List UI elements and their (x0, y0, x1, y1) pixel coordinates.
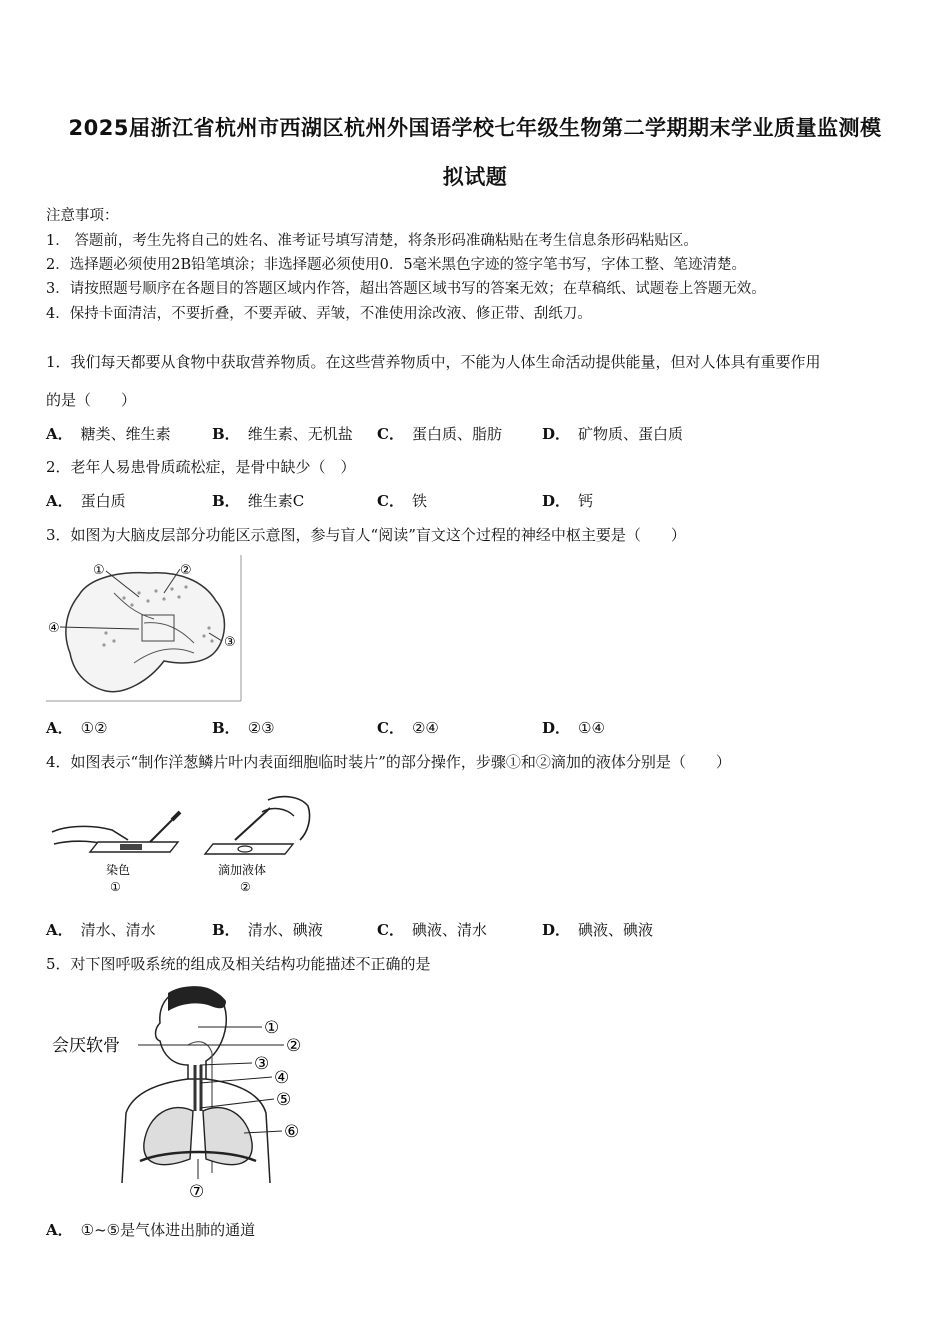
notice-heading: 注意事项： (46, 208, 119, 224)
q1-option-c[interactable]: C． 蛋白质、脂肪 (377, 425, 502, 443)
q3-option-b[interactable]: B． ②③ (212, 719, 275, 737)
respiratory-figure (48, 983, 318, 1203)
q4-option-b[interactable]: B． 清水、碘液 (212, 921, 323, 939)
q5-stem: 5．对下图呼吸系统的组成及相关结构功能描述不正确的是 (46, 955, 431, 973)
q4-option-d[interactable]: D． 碘液、碘液 (542, 921, 654, 939)
q3-option-a[interactable]: A． ①② (46, 719, 108, 737)
q3-option-c[interactable]: C． ②④ (377, 719, 439, 737)
q2-option-d[interactable]: D． 钙 (542, 492, 594, 510)
respiratory-label-2: ② (286, 1036, 302, 1056)
notice-item-4: 4．保持卡面清洁，不要折叠，不要弄破、弄皱，不准使用涂改液、修正带、刮纸刀。 (46, 306, 592, 322)
q4-option-c[interactable]: C． 碘液、清水 (377, 921, 487, 939)
q1-stem-line1: 1．我们每天都要从食物中获取营养物质。在这些营养物质中，不能为人体生命活动提供能量，但对人体具有重要作用 (46, 353, 821, 371)
respiratory-label-3: ③ (254, 1054, 270, 1074)
q2-option-c[interactable]: C． 铁 (377, 492, 427, 510)
q3-option-d[interactable]: D． ①④ (542, 719, 605, 737)
notice-item-1: 1． 答题前，考生先将自己的姓名、准考证号填写清楚，将条形码准确粘贴在考生信息条形码粘贴区。 (46, 233, 698, 249)
slide-step1-label: 染色 (106, 863, 131, 877)
q1-option-a[interactable]: A． 糖类、维生素 (46, 425, 171, 443)
brain-figure (44, 553, 244, 703)
page-title-line1: 2025届浙江省杭州市西湖区杭州外国语学校七年级生物第二学期期末学业质量监测模 (68, 116, 882, 140)
q2-stem: 2．老年人易患骨质疏松症，是骨中缺少（ ） (46, 458, 356, 476)
page-title-line2: 拟试题 (442, 165, 508, 189)
respiratory-label-1: ① (264, 1018, 280, 1038)
q2-option-b[interactable]: B． 维生素C (212, 492, 305, 510)
respiratory-label-7: ⑦ (189, 1182, 205, 1202)
q1-stem-line2: 的是（ ） (46, 391, 137, 409)
q2-option-a[interactable]: A． 蛋白质 (46, 492, 126, 510)
slide-step2-label: 滴加液体 (218, 863, 267, 877)
slide-figure (50, 790, 320, 898)
slide-step2-num: ② (240, 880, 251, 894)
brain-label-1: ① (93, 563, 105, 578)
q4-stem: 4．如图表示“制作洋葱鳞片叶内表面细胞临时装片”的部分操作，步骤①和②滴加的液体分别是（ ） (46, 753, 731, 771)
respiratory-label-4: ④ (274, 1068, 290, 1088)
q5-option-a[interactable]: A． ①~⑤是气体进出肺的通道 (46, 1221, 256, 1239)
q3-stem: 3．如图为大脑皮层部分功能区示意图，参与盲人“阅读”盲文这个过程的神经中枢主要是（ ） (46, 526, 686, 544)
notice-item-3: 3．请按照题号顺序在各题目的答题区域内作答，超出答题区域书写的答案无效；在草稿纸、试题卷上答题无效。 (46, 281, 766, 297)
q4-option-a[interactable]: A． 清水、清水 (46, 921, 156, 939)
q1-option-d[interactable]: D． 矿物质、蛋白质 (542, 425, 684, 443)
brain-label-3: ③ (224, 635, 236, 650)
respiratory-label-5: ⑤ (276, 1090, 292, 1110)
brain-label-4: ④ (48, 621, 60, 636)
slide-step1-num: ① (110, 880, 121, 894)
respiratory-label-epiglottis: 会厌软骨 (52, 1036, 120, 1056)
notice-item-2: 2．选择题必须使用2B铅笔填涂；非选择题必须使用0．5毫米黑色字迹的签字笔书写，字体工整、笔迹清楚。 (46, 257, 747, 273)
brain-label-2: ② (180, 563, 192, 578)
respiratory-label-6: ⑥ (284, 1122, 300, 1142)
q1-option-b[interactable]: B． 维生素、无机盐 (212, 425, 353, 443)
brain-outline (66, 573, 225, 692)
